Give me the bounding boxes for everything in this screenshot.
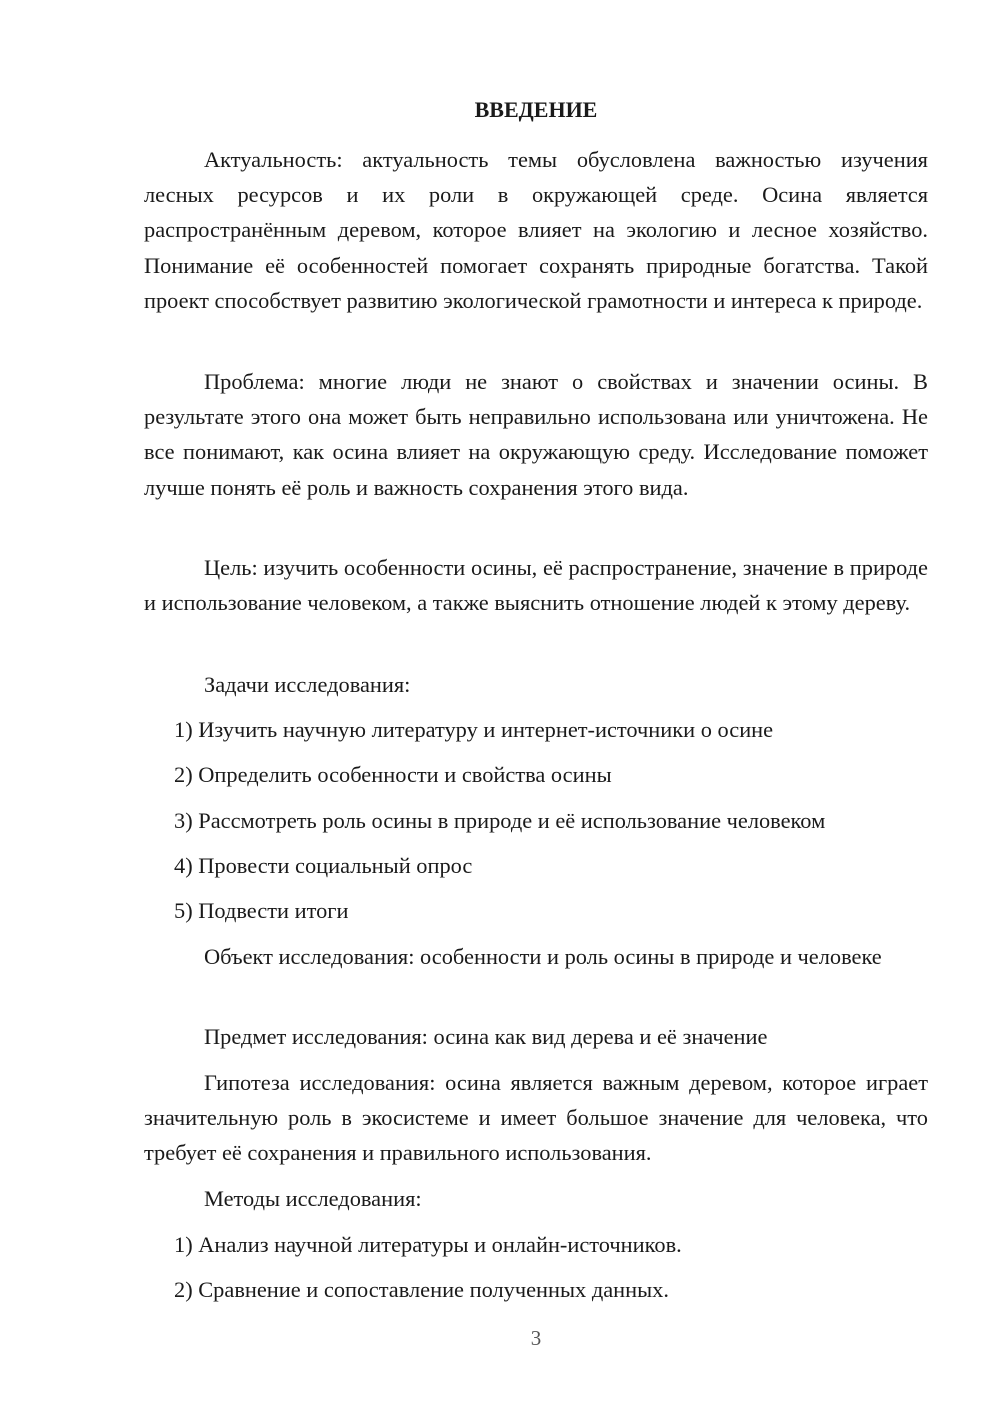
tasks-heading: Задачи исследования: (204, 672, 411, 697)
hypothesis-paragraph: Гипотеза исследования: осина является важным деревом, которое играет значительную роль в экосистеме и имеет большое значение для человека, что требует её сохранения и правильного использования. (144, 1070, 928, 1166)
section-title: ВВЕДЕНИЕ (474, 97, 598, 122)
methods-heading: Методы исследования: (204, 1186, 422, 1211)
problem-paragraph: Проблема: многие люди не знают о свойствах и значении осины. В результате этого она может быть неправильно использована или уничтожена. Не все понимают, как осина влияет на окружающую среду. Исследование поможет лучше понять её роль и важность сохранения этого вида. (144, 369, 928, 500)
object-paragraph: Объект исследования: особенности и роль осины в природе и человеке (204, 944, 882, 969)
object-paragraph-block (144, 939, 928, 974)
hypothesis-paragraph-block (144, 1065, 928, 1171)
subject-paragraph: Предмет исследования: осина как вид дерева и её значение (204, 1024, 768, 1049)
problem-paragraph-block (144, 364, 928, 505)
goal-paragraph: Цель: изучить особенности осины, её распространение, значение в природе и использование человеком, а также выяснить отношение людей к этому дереву. (144, 555, 928, 616)
relevance-paragraph: Актуальность: актуальность темы обусловлена важностью изучения лесных ресурсов и их роли в окружающей среде. Осина является распространённым деревом, которое влияет на экологию и лесное хозяйство. Понимание её особенностей помогает сохранять природные богатства. Такой проект способствует развитию экологической грамотности и интереса к природе. (144, 147, 928, 313)
method-item: 1) Анализ научной литературы и онлайн-источников. (174, 1232, 682, 1257)
relevance-paragraph-block (144, 142, 928, 318)
method-item: 2) Сравнение и сопоставление полученных данных. (174, 1277, 669, 1302)
task-item: 4) Провести социальный опрос (174, 853, 473, 878)
task-item: 2) Определить особенности и свойства осины (174, 762, 612, 787)
goal-paragraph-block (144, 550, 928, 620)
page-number: 3 (530, 1326, 542, 1350)
task-item: 5) Подвести итоги (174, 898, 349, 923)
task-item: 3) Рассмотреть роль осины в природе и её использование человеком (174, 808, 826, 833)
task-item: 1) Изучить научную литературу и интернет-источники о осине (174, 717, 774, 742)
